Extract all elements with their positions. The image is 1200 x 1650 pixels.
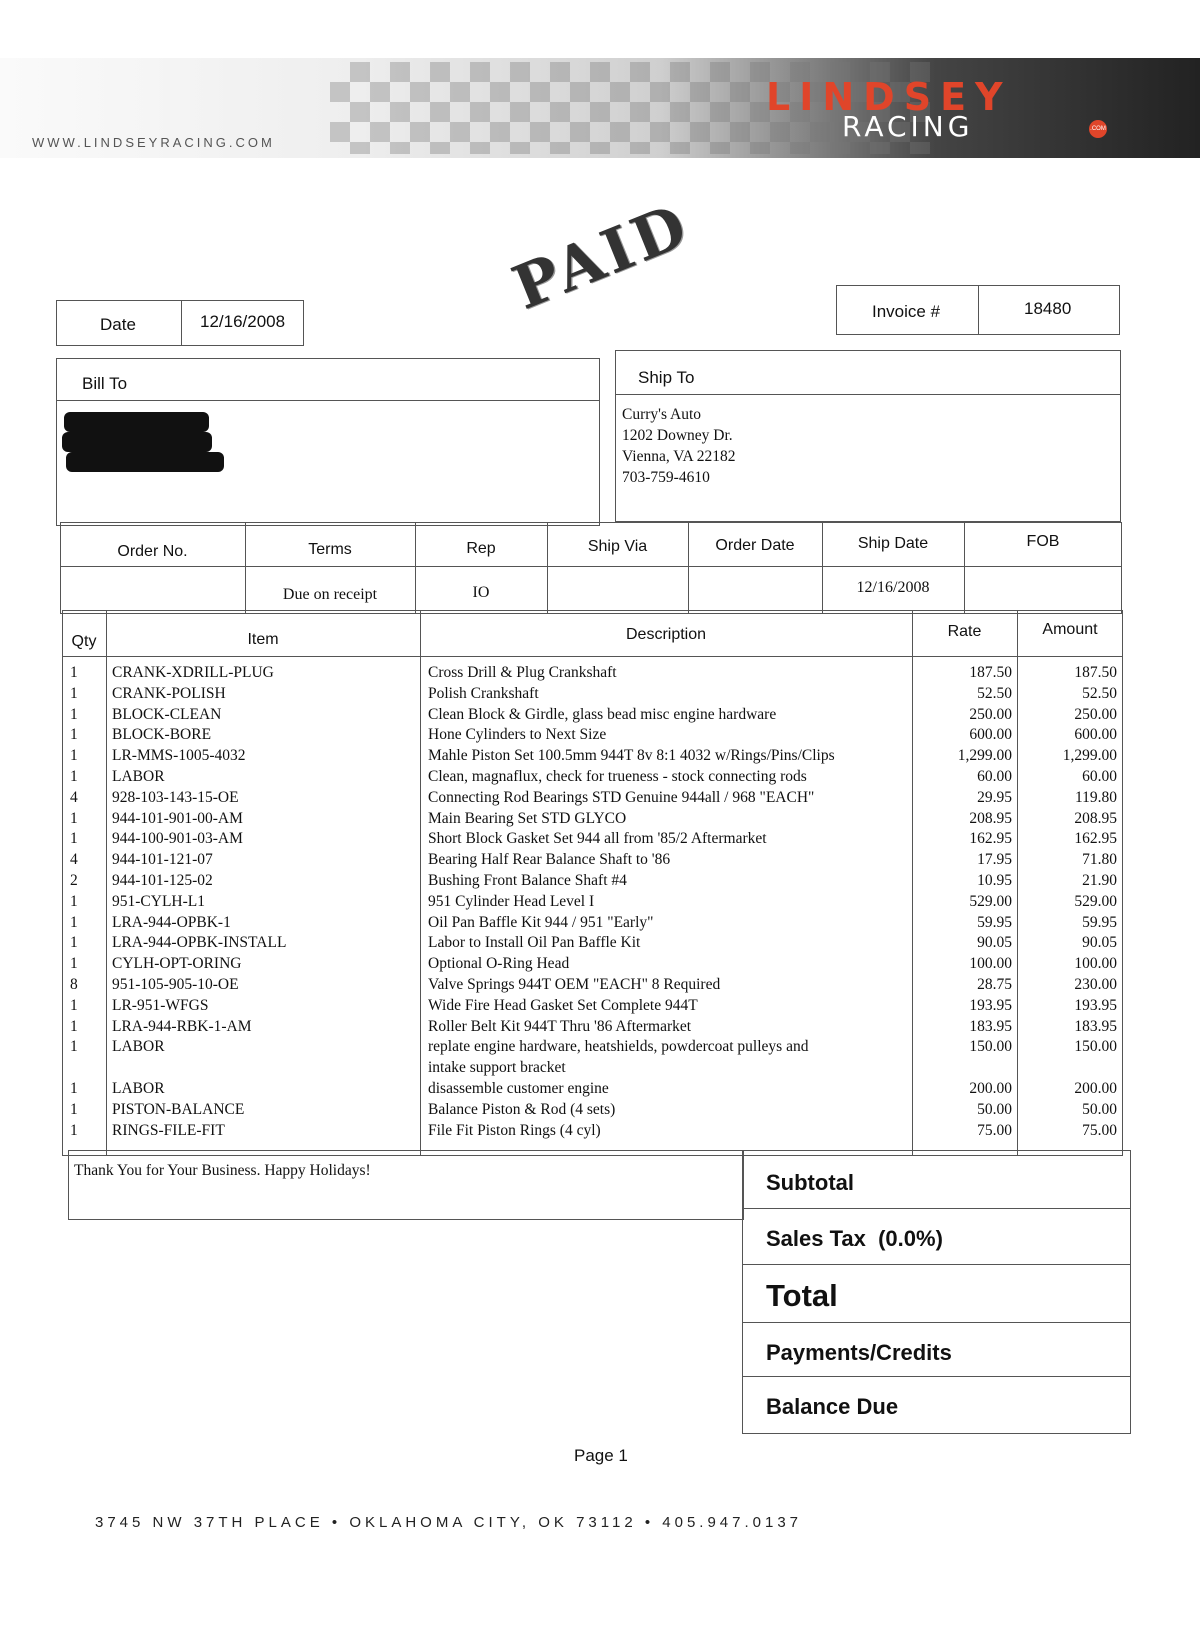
line-item-qty: 1 (70, 809, 78, 827)
line-item-qty: 1 (70, 1017, 78, 1035)
terms-value: Due on receipt (282, 586, 378, 603)
footer-address: 3745 NW 37TH PLACE • OKLAHOMA CITY, OK 73112 • 405.947.0137 (95, 1514, 803, 1531)
website-url: WWW.LINDSEYRACING.COM (32, 135, 275, 150)
line-item-amount: 150.00 (1074, 1038, 1117, 1056)
line-item-rate: 208.95 (969, 809, 1012, 827)
line-item-qty: 1 (70, 1121, 78, 1139)
invoice-number: 18480 (1024, 299, 1072, 318)
line-item-qty: 4 (70, 788, 78, 806)
line-item-rate: 200.00 (969, 1080, 1012, 1097)
line-item-description: Bushing Front Balance Shaft #4 (428, 872, 627, 889)
line-item-rate: 600.00 (969, 726, 1012, 744)
line-item-description: Clean Block & Girdle, glass bead misc engine hardware (428, 705, 777, 723)
line-item-code: LABOR (112, 1038, 165, 1056)
order-no-header: Order No. (117, 543, 188, 560)
qty-header: Qty (71, 633, 97, 650)
line-item-code: LRA-944-RBK-1-AM (112, 1017, 252, 1035)
line-item-code: LABOR (112, 768, 165, 785)
line-item-qty: 1 (70, 726, 78, 744)
line-item-qty: 1 (70, 747, 78, 765)
line-item-description: Clean, magnaflux, check for trueness - stock connecting rods (428, 768, 807, 785)
line-item-amount: 21.90 (1082, 872, 1117, 889)
paid-stamp: PAID (503, 190, 700, 324)
line-item-amount: 52.50 (1082, 684, 1117, 702)
line-item-code: 944-100-901-03-AM (112, 830, 243, 848)
line-item-amount: 50.00 (1082, 1100, 1117, 1118)
date-label: Date (100, 315, 136, 334)
ship-to-line: 703-759-4610 (622, 469, 710, 486)
line-item-rate: 60.00 (977, 768, 1012, 785)
line-item-rate: 75.00 (977, 1121, 1012, 1139)
date-value: 12/16/2008 (200, 312, 286, 331)
line-item-amount: 59.95 (1082, 913, 1117, 931)
line-item-description: Hone Cylinders to Next Size (428, 726, 607, 744)
line-item-amount: 119.80 (1074, 788, 1117, 806)
sales-tax-label: Sales Tax (0.0%) (766, 1226, 943, 1251)
line-item-description: Main Bearing Set STD GLYCO (428, 809, 627, 827)
logo-lindsey: LINDSEY (766, 75, 1012, 119)
subtotal-label: Subtotal (766, 1170, 854, 1195)
line-item-qty: 1 (70, 955, 78, 973)
amount-header: Amount (1042, 621, 1098, 638)
line-item-amount: 162.95 (1074, 830, 1117, 848)
redaction-bar (64, 412, 209, 432)
line-item-rate: 28.75 (977, 976, 1012, 993)
logo-dot-com: .COM (1089, 120, 1107, 138)
line-item-rate: 162.95 (969, 830, 1012, 848)
line-item-amount: 75.00 (1082, 1121, 1117, 1139)
rep-header: Rep (466, 540, 496, 557)
line-item-rate: 150.00 (969, 1038, 1012, 1056)
line-item-code: 951-105-905-10-OE (112, 976, 239, 993)
line-item-rate: 183.95 (969, 1017, 1012, 1035)
line-item-description: Connecting Rod Bearings STD Genuine 944all / 968 "EACH" (428, 788, 815, 806)
line-item-qty: 1 (70, 768, 78, 785)
line-item-code: 944-101-901-00-AM (112, 809, 243, 827)
ship-via-header: Ship Via (587, 538, 648, 555)
line-item-code: LRA-944-OPBK-1 (112, 913, 231, 931)
line-item-description: Labor to Install Oil Pan Baffle Kit (428, 934, 641, 952)
line-item-description: Cross Drill & Plug Crankshaft (428, 664, 617, 681)
line-item-qty: 1 (70, 664, 78, 681)
line-item-qty: 2 (70, 872, 78, 889)
thank-you-note: Thank You for Your Business. Happy Holidays! (74, 1162, 371, 1179)
line-item-rate: 29.95 (977, 788, 1012, 806)
line-item-rate: 17.95 (977, 851, 1012, 869)
terms-header: Terms (308, 541, 352, 558)
line-item-code: 928-103-143-15-OE (112, 788, 239, 806)
line-item-description-cont: intake support bracket (428, 1059, 566, 1077)
line-item-description: Wide Fire Head Gasket Set Complete 944T (428, 996, 698, 1014)
line-item-code: CRANK-XDRILL-PLUG (112, 664, 274, 681)
ship-to-address (622, 404, 735, 488)
line-item-amount: 187.50 (1074, 664, 1117, 681)
rep-value: IO (472, 584, 490, 601)
line-item-amount: 60.00 (1082, 768, 1117, 785)
line-item-amount: 193.95 (1074, 996, 1117, 1014)
bill-to-label: Bill To (82, 374, 128, 393)
ship-to-line: 1202 Downey Dr. (622, 427, 733, 444)
ship-to-line: Curry's Auto (622, 406, 702, 423)
line-item-description: replate engine hardware, heatshields, powdercoat pulleys and (428, 1038, 809, 1056)
line-item-code: LRA-944-OPBK-INSTALL (112, 934, 287, 952)
balance-due-label: Balance Due (766, 1394, 899, 1419)
ship-date-value: 12/16/2008 (856, 579, 930, 596)
redaction-bar (66, 452, 224, 472)
rate-header: Rate (947, 623, 982, 640)
line-item-code: CRANK-POLISH (112, 684, 226, 702)
line-item-rate: 10.95 (977, 872, 1012, 889)
line-item-description: Bearing Half Rear Balance Shaft to '86 (428, 851, 671, 869)
line-item-amount: 183.95 (1074, 1017, 1117, 1035)
line-item-rate: 250.00 (969, 705, 1012, 723)
note-box (68, 1150, 744, 1220)
line-item-amount: 200.00 (1074, 1080, 1117, 1097)
line-item-qty: 1 (70, 996, 78, 1014)
line-item-qty: 1 (70, 705, 78, 723)
line-item-rate: 187.50 (969, 664, 1012, 681)
line-item-rate: 52.50 (977, 684, 1012, 702)
line-item-amount: 71.80 (1082, 851, 1117, 869)
line-item-rate: 100.00 (969, 955, 1012, 973)
invoice-label: Invoice # (872, 302, 941, 321)
line-item-code: BLOCK-BORE (112, 726, 212, 744)
line-item-rate: 1,299.00 (957, 747, 1012, 765)
line-item-qty: 8 (70, 976, 78, 993)
line-item-qty: 1 (70, 934, 78, 952)
line-item-rate: 193.95 (969, 996, 1012, 1014)
line-item-code: LABOR (112, 1080, 165, 1097)
line-item-amount: 208.95 (1074, 809, 1117, 827)
line-item-qty: 1 (70, 684, 78, 702)
redaction-bar (62, 432, 212, 452)
line-item-code: BLOCK-CLEAN (112, 705, 222, 723)
line-item-code: RINGS-FILE-FIT (112, 1121, 225, 1139)
line-item-qty: 1 (70, 1100, 78, 1118)
line-item-rate: 90.05 (977, 934, 1012, 952)
total-label: Total (766, 1278, 838, 1313)
ship-to-line: Vienna, VA 22182 (622, 448, 736, 465)
line-item-description: Oil Pan Baffle Kit 944 / 951 "Early" (428, 913, 654, 931)
line-item-amount: 230.00 (1074, 976, 1117, 993)
line-item-description: Polish Crankshaft (428, 684, 539, 702)
line-item-code: 951-CYLH-L1 (112, 892, 205, 910)
line-item-qty: 1 (70, 1038, 78, 1056)
line-item-amount: 90.05 (1082, 934, 1117, 952)
line-item-description: Mahle Piston Set 100.5mm 944T 8v 8:1 4032 w/Rings/Pins/Clips (428, 747, 835, 765)
page-number: Page 1 (574, 1446, 628, 1465)
line-item-qty: 1 (70, 913, 78, 931)
line-item-amount: 600.00 (1074, 726, 1117, 744)
line-item-code: 944-101-121-07 (112, 851, 213, 869)
line-item-rate: 50.00 (977, 1100, 1012, 1118)
logo-racing: RACING (842, 110, 974, 143)
line-item-rate: 529.00 (969, 892, 1012, 910)
ship-to-label: Ship To (638, 368, 695, 387)
ship-date-header: Ship Date (857, 535, 929, 552)
line-item-rate: 59.95 (977, 913, 1012, 931)
line-item-description: 951 Cylinder Head Level I (428, 892, 595, 910)
line-item-description: Valve Springs 944T OEM "EACH" 8 Required (428, 976, 721, 993)
line-item-amount: 1,299.00 (1062, 747, 1117, 765)
item-header: Item (247, 631, 279, 648)
line-item-description: Optional O-Ring Head (428, 955, 570, 973)
line-item-code: PISTON-BALANCE (112, 1100, 245, 1118)
line-item-amount: 250.00 (1074, 705, 1117, 723)
line-item-description: File Fit Piston Rings (4 cyl) (428, 1121, 601, 1139)
line-item-amount: 100.00 (1074, 955, 1117, 973)
line-item-qty: 1 (70, 830, 78, 848)
line-item-description: Short Block Gasket Set 944 all from '85/2 Aftermarket (428, 830, 767, 848)
order-date-header: Order Date (715, 537, 795, 554)
fob-header: FOB (1026, 533, 1060, 550)
line-item-amount: 529.00 (1074, 892, 1117, 910)
line-item-qty: 1 (70, 1080, 78, 1097)
line-item-description: Roller Belt Kit 944T Thru '86 Aftermarket (428, 1017, 692, 1035)
description-header: Description (625, 626, 707, 643)
line-item-code: 944-101-125-02 (112, 872, 213, 889)
line-item-qty: 1 (70, 892, 78, 910)
line-item-code: LR-951-WFGS (112, 996, 209, 1014)
line-item-code: CYLH-OPT-ORING (112, 955, 242, 973)
line-item-description: disassemble customer engine (428, 1080, 609, 1097)
payments-credits-label: Payments/Credits (766, 1340, 952, 1365)
line-item-description: Balance Piston & Rod (4 sets) (428, 1100, 616, 1118)
line-item-qty: 4 (70, 851, 78, 869)
line-item-code: LR-MMS-1005-4032 (112, 747, 246, 765)
